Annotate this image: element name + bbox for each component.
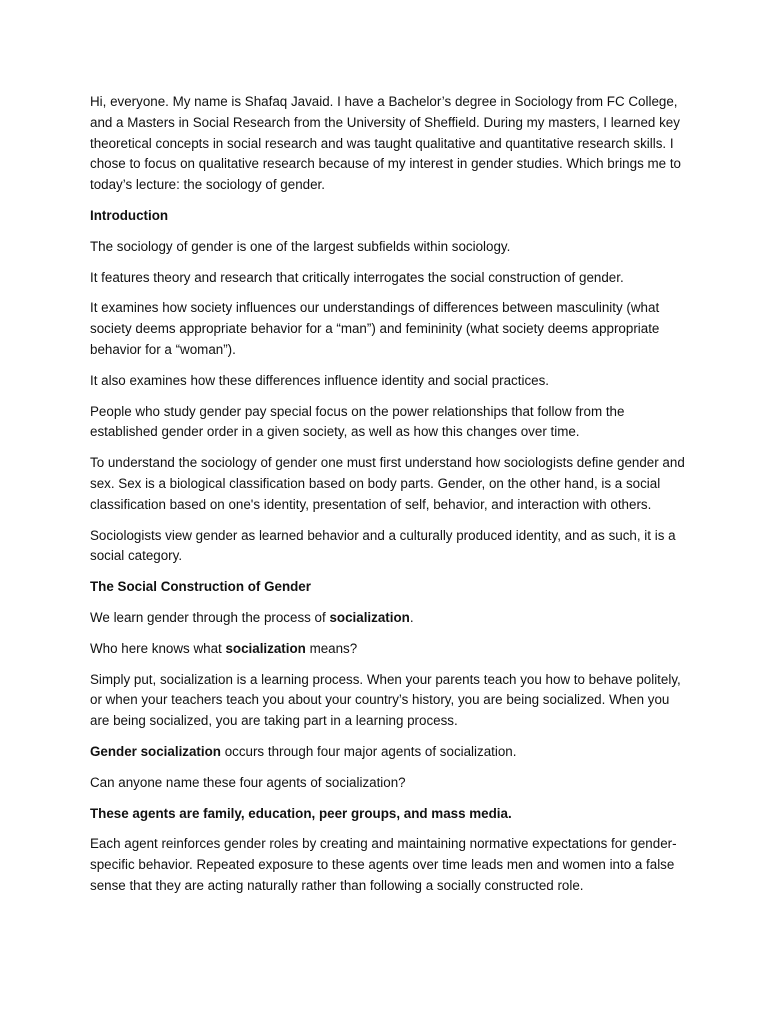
- social-p2: [90, 639, 688, 660]
- social-p2-text: Who here knows what: [90, 640, 226, 656]
- gender-socialization-term: Gender socialization: [90, 743, 221, 759]
- intro-p1: The sociology of gender is one of the largest subfields within sociology.: [90, 238, 511, 254]
- intro-p7: Sociologists view gender as learned behavior and a culturally produced identity, and as such, it is a social category.: [90, 527, 676, 564]
- introduction-heading: Introduction: [90, 207, 169, 223]
- intro-p3: It examines how society influences our understandings of differences between masculinity (what society deems appropriate behavior for a “man”) and femininity (what society deems appropriate behavior for a “woman”).: [90, 300, 660, 357]
- social-p2-end: means?: [305, 640, 358, 656]
- intro-p5: People who study gender pay special focus on the power relationships that follow from the established gender order in a given society, as well as how this changes over time.: [90, 403, 625, 440]
- intro-p4: It also examines how these differences influence identity and social practices.: [90, 372, 550, 388]
- social-p5: Can anyone name these four agents of socialization?: [90, 774, 406, 790]
- social-p7: Each agent reinforces gender roles by creating and maintaining normative expectations for gender-specific behavior. Repeated exposure to these agents over time leads men and women into a false sense that they are acting naturally rather than following a socially constructed role.: [90, 836, 677, 893]
- social-p1: [90, 608, 688, 629]
- social-p4: [90, 742, 688, 763]
- social-p6-bold: These agents are family, education, peer groups, and mass media.: [90, 805, 512, 821]
- intro-p2: It features theory and research that critically interrogates the social construction of gender.: [90, 269, 624, 285]
- intro-p6: To understand the sociology of gender one must first understand how sociologists define gender and sex. Sex is a biological classification based on body parts. Gender, on the other hand, is a social classification based on one's identity, presentation of self, behavior, and interaction with others.: [90, 455, 685, 512]
- social-construction-heading: The Social Construction of Gender: [90, 579, 311, 595]
- socialization-term: socialization: [225, 640, 306, 656]
- intro-paragraph: Hi, everyone. My name is Shafaq Javaid. I have a Bachelor’s degree in Sociology from FC College, and a Masters in Social Research from the University of Sheffield. During my masters, I learned key theoretical concepts in social research and was taught qualitative and quantitative research skills. I chose to focus on qualitative research because of my interest in gender studies. Which brings me to today’s lecture: the sociology of gender.: [90, 94, 681, 193]
- social-p3: Simply put, socialization is a learning process. When your parents teach you how to behave politely, or when your teachers teach you about your country’s history, you are being socialized. When you are being socialized, you are taking part in a learning process.: [90, 671, 681, 729]
- social-p1-text: We learn gender through the process of: [90, 609, 330, 625]
- socialization-term: socialization: [329, 609, 410, 625]
- social-p1-end: .: [409, 609, 414, 625]
- social-p4-text: occurs through four major agents of socialization.: [220, 743, 517, 759]
